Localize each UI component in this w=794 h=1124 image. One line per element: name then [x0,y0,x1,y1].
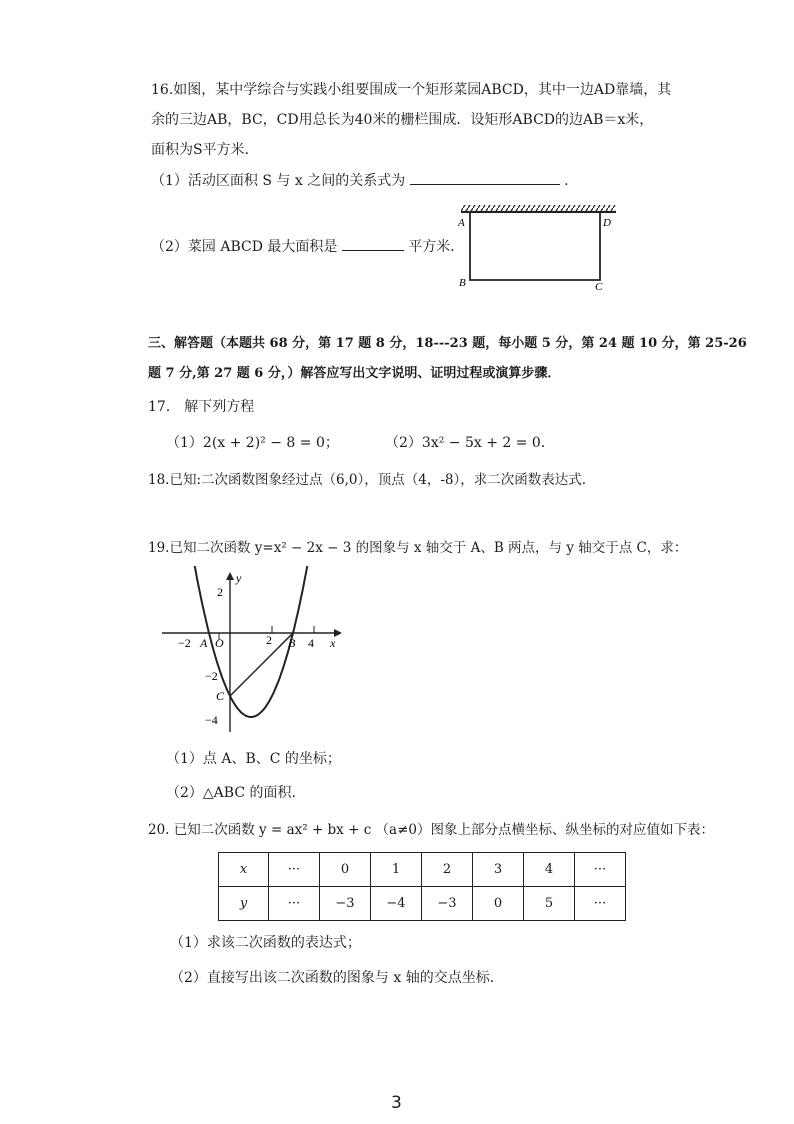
garden-figure [448,200,623,295]
point-a-label: A [200,636,208,650]
y-axis-label: y [236,571,242,585]
q19-text: 19.已知二次函数 y=x² − 2x − 3 的图象与 x 轴交于 A、B 两点，与 y 轴交于点 C，求： [148,540,688,556]
q16-part2-text: （2）菜园 ABCD 最大面积是 [151,239,338,255]
q16-line1: 16.如图，某中学综合与实践小组要围成一个矩形菜园ABCD，其中一边AD靠墙，其 [151,82,672,98]
q19-part2: （2）△ABC 的面积. [166,785,296,801]
point-b-label: B [288,636,296,650]
table-cell: 0 [473,887,524,921]
q18-text: 18.已知:二次函数图象经过点（6,0），顶点（4，-8），求二次函数表达式. [148,472,587,488]
tick-label-yneg2: −2 [205,669,218,683]
table-cell: 5 [524,887,575,921]
q17-title: 17． 解下列方程 [148,399,255,415]
table-cell: −4 [371,887,422,921]
table-cell: ··· [575,887,626,921]
table-cell: 0 [320,853,371,887]
tick-label-neg2: −2 [178,636,191,650]
answer-blank-1[interactable] [410,170,560,185]
wall-hatching [461,205,616,212]
q16-part2-end: 平方米． [408,239,465,255]
tick-label-y2: 2 [217,585,223,599]
origin-label: O [215,636,224,650]
label-a: A [458,217,465,229]
page-number: 3 [391,1093,402,1113]
q16-line3: 面积为S平方米． [151,142,259,158]
q16-part1-end: . [564,173,569,189]
section3-line1: 三、解答题（本题共 68 分，第 17 题 8 分，18---23 题，每小题 5 分，第 24 题 10 分，第 25-26 [148,336,747,351]
table-cell: 1 [371,853,422,887]
table-cell: −3 [422,887,473,921]
q19-part1: （1）点 A、B、C 的坐标； [166,751,341,767]
q16-part2 [151,236,464,257]
label-c: C [595,281,603,293]
label-b: B [459,277,466,289]
parabola-graph [158,566,348,736]
q16-part1-text: （1）活动区面积 S 与 x 之间的关系式为 [151,173,406,189]
fence-outline [470,212,600,280]
q20-part1: （1）求该二次函数的表达式； [170,935,361,951]
table-cell: ··· [269,887,320,921]
table-cell: ··· [575,853,626,887]
table-cell: ··· [269,853,320,887]
table-header-x: x [219,853,269,887]
value-table [218,852,626,921]
tick-label-2: 2 [266,633,272,647]
q20-part2: （2）直接写出该二次函数的图象与 x 轴的交点坐标． [170,970,504,986]
table-header-y: y [219,887,269,921]
y-axis-arrow [226,572,234,580]
x-axis-label: x [330,636,336,650]
table-cell: 4 [524,853,575,887]
q17-eq2: （2）3x² − 5x + 2 = 0． [385,435,555,451]
table-cell: 2 [422,853,473,887]
q16-part1 [151,170,569,191]
table-row-y [219,887,626,921]
q17-eq1: （1）2(x + 2)² − 8 = 0； [166,435,339,451]
table-row-x [219,853,626,887]
q20-text: 20. 已知二次函数 y = ax² + bx + c （a≠0）图象上部分点横坐标、纵坐标的对应值如下表： [148,822,714,838]
table-cell: −3 [320,887,371,921]
tick-label-yneg4: −4 [205,713,218,727]
q16-line2: 余的三边AB，BC，CD用总长为40米的栅栏围成．设矩形ABCD的边AB＝x米， [151,112,654,128]
label-d: D [603,217,611,229]
section3-line2: 题 7 分,第 27 题 6 分，）解答应写出文字说明、证明过程或演算步骤． [148,366,561,381]
table-cell: 3 [473,853,524,887]
tick-label-4: 4 [308,636,314,650]
answer-blank-2[interactable] [342,236,404,251]
point-c-label: C [216,689,225,703]
